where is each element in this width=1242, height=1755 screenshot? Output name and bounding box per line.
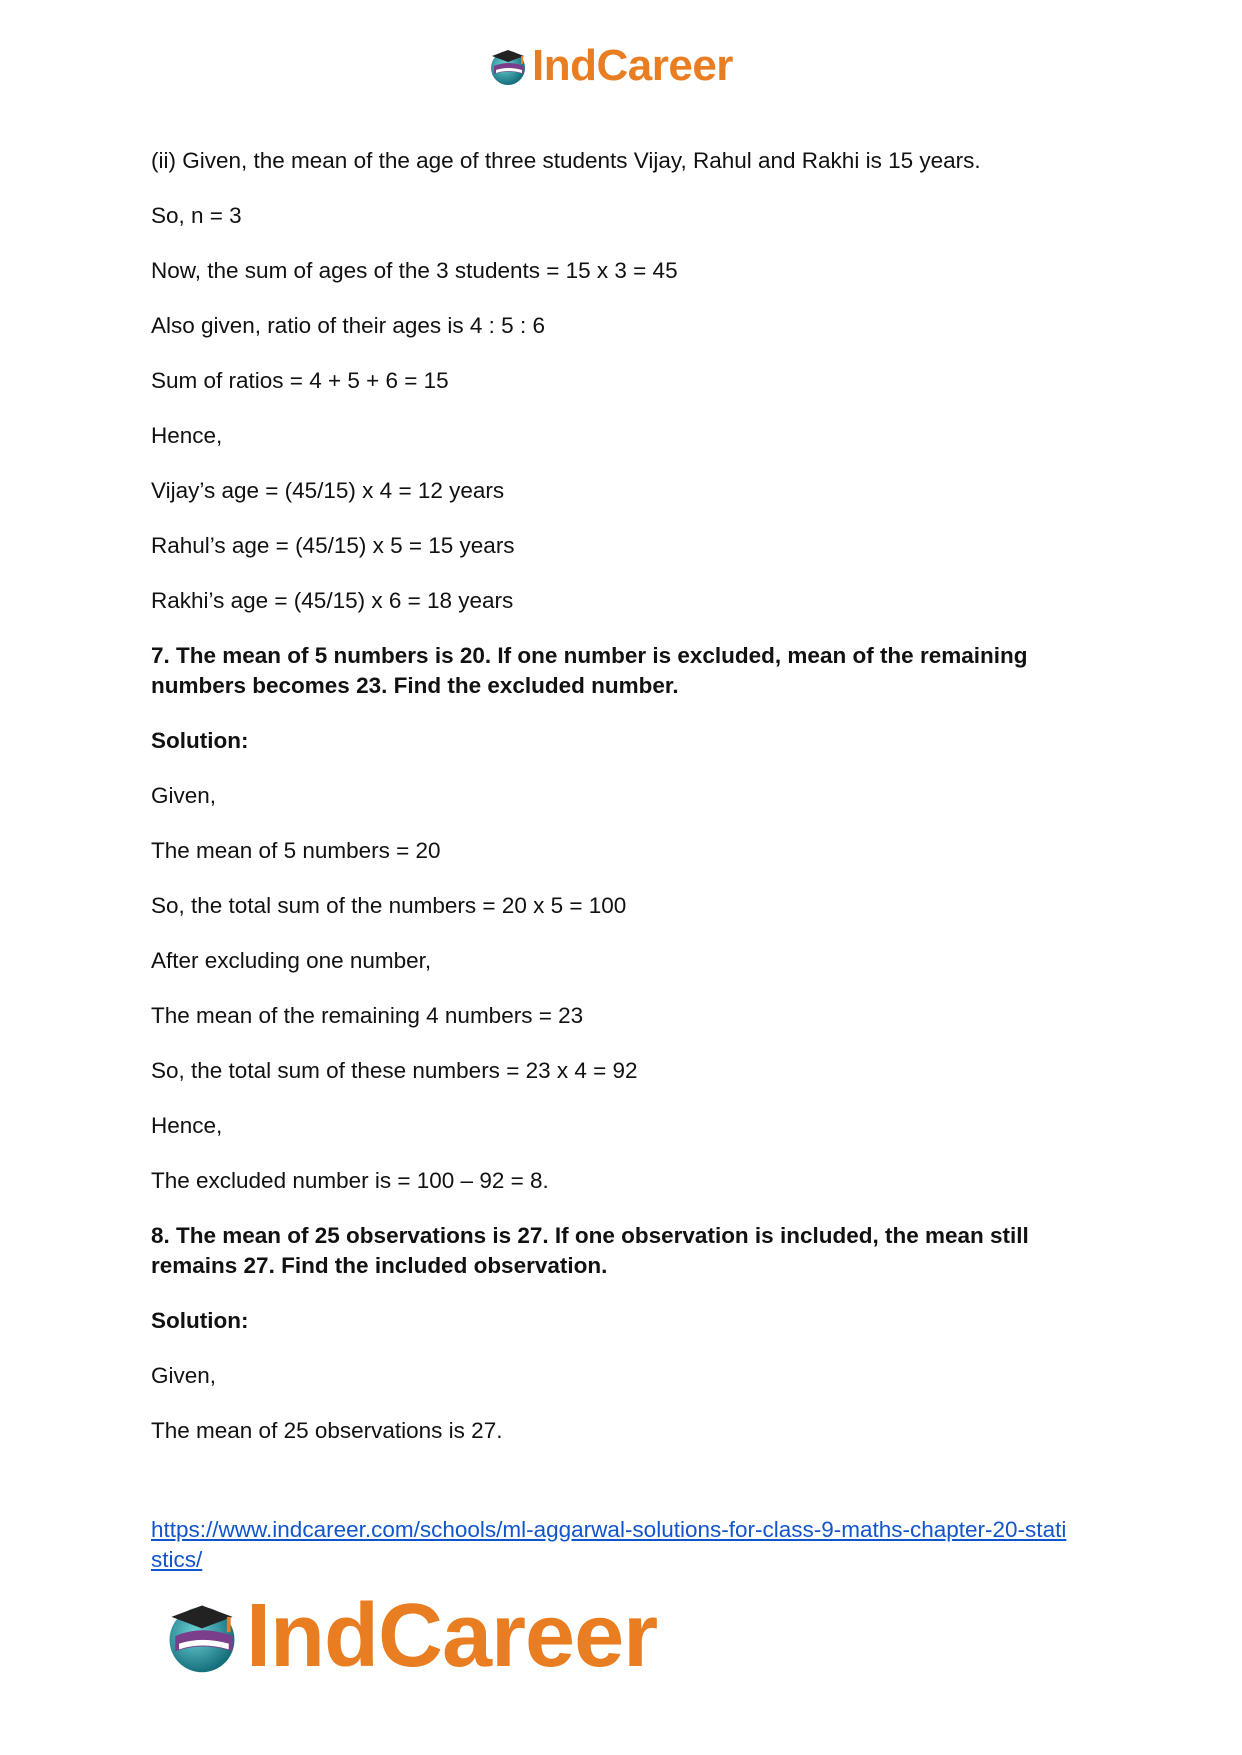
brand-name: IndCareer <box>532 41 733 90</box>
text-line: So, n = 3 <box>151 203 242 228</box>
text-line: The mean of 25 observations is 27. <box>151 1418 503 1443</box>
text-line: (ii) Given, the mean of the age of three students Vijay, Rahul and Rakhi is 15 years. <box>151 148 981 173</box>
source-link-line-1[interactable]: https://www.indcareer.com/schools/ml-aggarwal-solutions-for-class-9-maths-chapter-20-stati <box>151 1517 1067 1542</box>
text-line: The mean of the remaining 4 numbers = 23 <box>151 1003 584 1028</box>
question-8-line-2: remains 27. Find the included observation. <box>151 1253 608 1278</box>
question-7-line-1: 7. The mean of 5 numbers is 20. If one number is excluded, mean of the remaining <box>151 643 1028 668</box>
text-line: Also given, ratio of their ages is 4 : 5 : 6 <box>151 313 545 338</box>
text-line: The excluded number is = 100 – 92 = 8. <box>151 1168 549 1193</box>
text-line: Given, <box>151 783 217 808</box>
solution-label: Solution: <box>151 1308 249 1333</box>
text-line: Hence, <box>151 423 223 448</box>
graduation-book-globe-icon <box>160 1594 244 1678</box>
text-line: Sum of ratios = 4 + 5 + 6 = 15 <box>151 368 449 393</box>
text-line: Rahul’s age = (45/15) x 5 = 15 years <box>151 533 515 558</box>
question-7-line-2: numbers becomes 23. Find the excluded number. <box>151 673 679 698</box>
text-line: Given, <box>151 1363 217 1388</box>
question-8-line-1: 8. The mean of 25 observations is 27. If one observation is included, the mean still <box>151 1223 1029 1248</box>
text-line: The mean of 5 numbers = 20 <box>151 838 441 863</box>
source-link-line-2[interactable]: stics/ <box>151 1547 203 1572</box>
footer-logo <box>160 1586 658 1686</box>
brand-name: IndCareer <box>246 1586 658 1686</box>
header-logo <box>486 40 733 92</box>
text-line: Vijay’s age = (45/15) x 4 = 12 years <box>151 478 505 503</box>
text-line: Rakhi’s age = (45/15) x 6 = 18 years <box>151 588 514 613</box>
text-line: So, the total sum of these numbers = 23 x 4 = 92 <box>151 1058 638 1083</box>
solution-label: Solution: <box>151 728 249 753</box>
text-line: After excluding one number, <box>151 948 432 973</box>
text-line: So, the total sum of the numbers = 20 x 5 = 100 <box>151 893 627 918</box>
text-line: Hence, <box>151 1113 223 1138</box>
text-line: Now, the sum of ages of the 3 students = 15 x 3 = 45 <box>151 258 678 283</box>
source-link[interactable] <box>151 1515 1111 1575</box>
graduation-book-globe-icon <box>486 44 530 88</box>
